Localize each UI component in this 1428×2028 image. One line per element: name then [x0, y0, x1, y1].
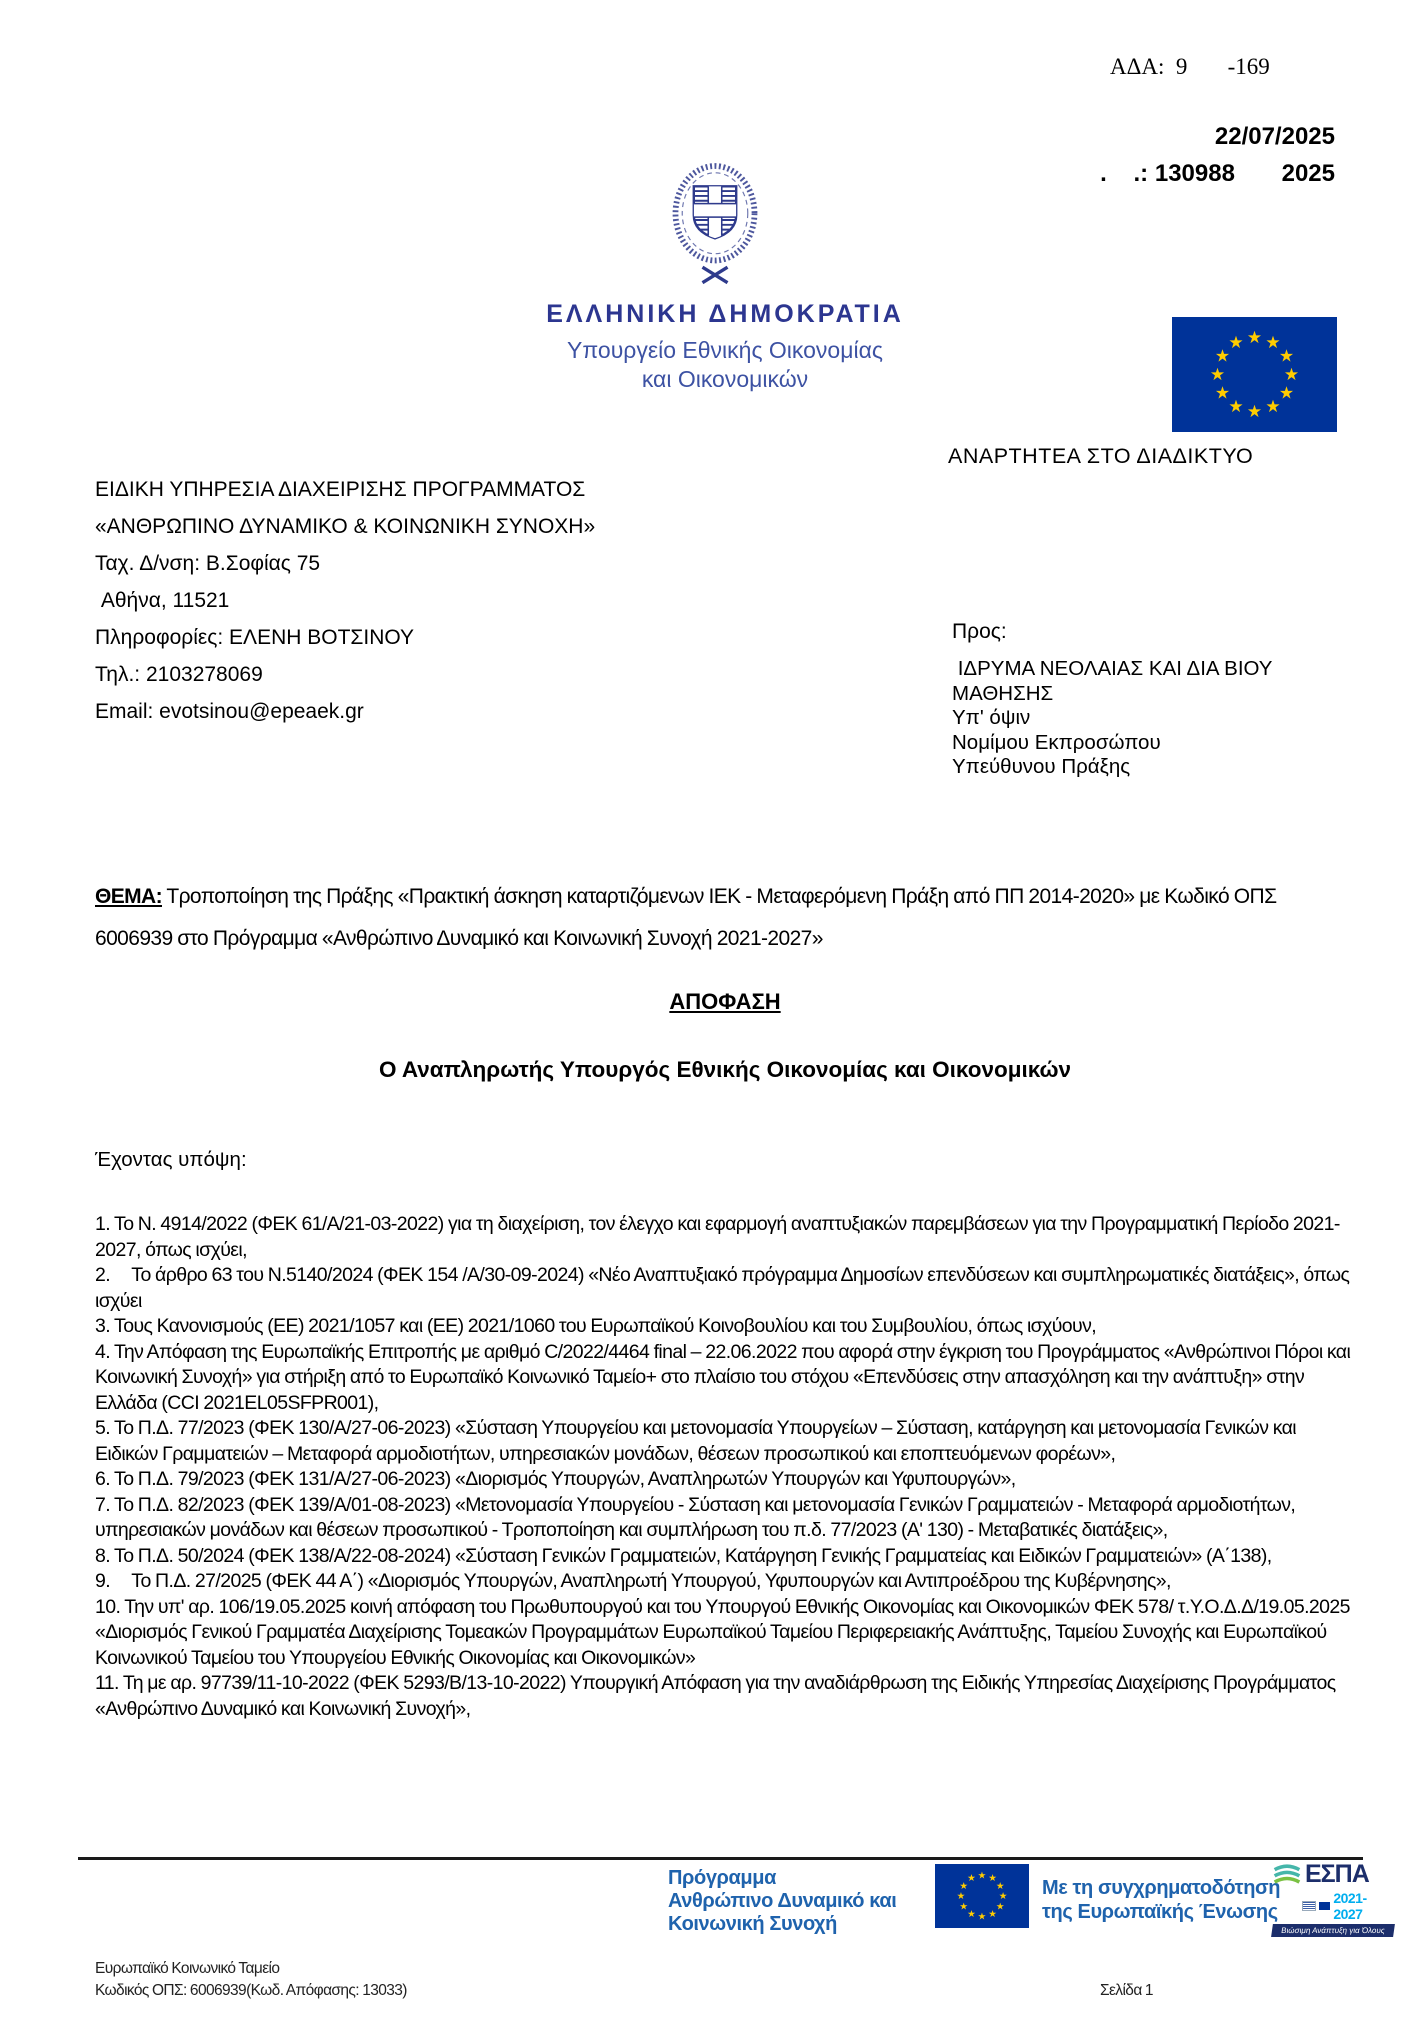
anartitea-label: ΑΝΑΡΤΗΤΕΑ ΣΤΟ ΔΙΑΔΙΚΤΥΟ [948, 444, 1254, 468]
legal-basis-list [95, 1212, 1357, 1722]
recipient-line: Υπ' όψιν [952, 706, 1031, 729]
espa-waves-icon [1272, 1863, 1302, 1887]
legal-item: 5. Το Π.Δ. 77/2023 (ΦΕΚ 130/Α/27-06-2023) «Σύσταση Υπουργείου και μετονομασία Υπουργείων – Σύσταση, κατάργηση και μετονομασία Γενικών και Ειδικών Γραμματειών – Μεταφορά αρμοδιοτήτων, υπηρεσιακών μονάδων, θέσεων προσωπικού και εποπτευόμενων φορέων», [95, 1417, 1301, 1465]
sender-line: Αθήνα, 11521 [95, 589, 230, 612]
preamble: Έχοντας υπόψη: [95, 1148, 247, 1171]
sender-line: ΕΙΔΙΚΗ ΥΠΗΡΕΣΙΑ ΔΙΑΧΕΙΡΙΣΗΣ ΠΡΟΓΡΑΜΜΑΤΟΣ [95, 478, 586, 501]
program-logo-line: Κοινωνική Συνοχή [668, 1913, 837, 1935]
recipient-line: Υπεύθυνου Πράξης [952, 755, 1131, 778]
republic-title: ΕΛΛΗΝΙΚΗ ΔΗΜΟΚΡΑΤΙΑ [546, 300, 904, 328]
recipient-line: Νομίμου Εκπροσώπου [952, 730, 1161, 754]
recipient-line: ΙΔΡΥΜΑ ΝΕΟΛΑΙΑΣ ΚΑΙ ΔΙΑ ΒΙΟΥ ΜΑΘΗΣΗΣ [952, 657, 1278, 705]
espa-logo [1272, 1860, 1394, 1937]
ministry-line2: και Οικονομικών [641, 366, 809, 392]
cofund-line: της Ευρωπαϊκής Ένωσης [1042, 1901, 1278, 1923]
legal-item: 4. Την Απόφαση της Ευρωπαϊκής Επιτροπής με αριθμό C/2022/4464 final – 22.06.2022 που αφορά στην έγκριση του Προγράμματος «Ανθρώπινοι Πόροι και Κοινωνική Συνοχή» για στήριξη από το Ευρωπαϊκό Κοινωνικό Ταμείο+ στο πλαίσιο του στόχου «Επενδύσεις στην απασχόληση και την ανάπτυξη» στην Ελλάδα (CCI 2021EL05SFPR001), [95, 1340, 1355, 1414]
espa-tagline: Βιώσιμη Ανάπτυξη για Όλους [1271, 1924, 1395, 1937]
legal-item: 3. Τους Κανονισμούς (ΕΕ) 2021/1057 και (ΕΕ) 2021/1060 του Ευρωπαϊκού Κοινοβουλίου και του Συμβουλίου, όπως ισχύουν, [95, 1315, 1097, 1337]
decision-title: ΑΠΟΦΑΣΗ [669, 989, 781, 1014]
espa-name: ΕΣΠΑ [1305, 1860, 1369, 1888]
eu-flag-mini-icon [1319, 1902, 1331, 1910]
espa-years: 2021-2027 [1333, 1890, 1367, 1922]
sender-line: Τηλ.: 2103278069 [95, 663, 263, 686]
sender-line: «ΑΝΘΡΩΠΙΝΟ ΔΥΝΑΜΙΚΟ & ΚΟΙΝΩΝΙΚΗ ΣΥΝΟΧΗ» [95, 515, 596, 538]
legal-item: 8. Το Π.Δ. 50/2024 (ΦΕΚ 138/Α/22-08-2024) «Σύσταση Γενικών Γραμματειών, Κατάργηση Γενικής Γραμματείας και Ειδικών Γραμματειών» (Α΄138), [95, 1544, 1272, 1567]
program-logo [668, 1867, 928, 1936]
sender-line: Πληροφορίες: ΕΛΕΝΗ ΒΟΤΣΙΝΟΥ [95, 626, 415, 649]
sender-line: Email: evotsinou@epeaek.gr [95, 700, 364, 723]
legal-item: 2. Το άρθρο 63 του Ν.5140/2024 (ΦΕΚ 154 /Α/30-09-2024) «Νέο Αναπτυξιακό πρόγραμμα Δημοσίων επενδύσεων και συμπληρωματικές διατάξεις», όπως ισχύει [95, 1264, 1354, 1312]
eu-flag-icon [1172, 317, 1337, 432]
ministry-name [95, 336, 1355, 394]
greek-flag-icon [1302, 1901, 1316, 1911]
legal-item: 6. Το Π.Δ. 79/2023 (ΦΕΚ 131/Α/27-06-2023) «Διορισμός Υπουργών, Αναπληρωτών Υπουργών και Υφυπουργών», [95, 1468, 1016, 1490]
eu-flag-icon [935, 1864, 1029, 1928]
document-date: 22/07/2025 [1214, 123, 1335, 150]
eu-cofunding-label [1042, 1876, 1282, 1924]
subject-text: Τροποποίηση της Πράξης «Πρακτική άσκηση καταρτιζόμενων ΙΕΚ - Μεταφερόμενη Πράξη από ΠΠ 2014-2020» με Κωδικό ΟΠΣ 6006939 στο Πρόγραμμα «Ανθρώπινο Δυναμικό και Κοινωνική Συνοχή 2021-2027» [95, 885, 1282, 950]
recipient-label: Προς: [952, 620, 1007, 643]
sender-block [95, 471, 655, 730]
page-number: Σελίδα 1 [1100, 1982, 1153, 1999]
footer-divider [78, 1857, 1363, 1860]
sender-line: Ταχ. Δ/νση: Β.Σοφίας 75 [95, 552, 321, 575]
subject [95, 876, 1357, 960]
ministry-line1: Υπουργείο Εθνικής Οικονομίας [567, 337, 883, 363]
ops-code: Κωδικός ΟΠΣ: 6006939(Κωδ. Απόφασης: 13033) [95, 1982, 407, 1999]
protocol-number: . .: 130988 2025 [1100, 160, 1335, 187]
fund-name: Ευρωπαϊκό Κοινωνικό Ταμείο [95, 1960, 280, 1977]
legal-item: 11. Τη με αρ. 97739/11-10-2022 (ΦΕΚ 5293/Β/13-10-2022) Υπουργική Απόφαση για την αναδιάρθρωση της Ειδικής Υπηρεσίας Διαχείρισης Προγράμματος «Ανθρώπινο Δυναμικό και Κοινωνική Συνοχή», [95, 1672, 1340, 1720]
program-logo-line: Ανθρώπινο Δυναμικό και [668, 1890, 897, 1912]
legal-item: 1. Το Ν. 4914/2022 (ΦΕΚ 61/Α/21-03-2022) για τη διαχείριση, τον έλεγχο και εφαρμογή αναπτυξιακών παρεμβάσεων για την Προγραμματική Περίοδο 2021-2027, όπως ισχύει, [95, 1213, 1340, 1261]
legal-item: 10. Την υπ' αρ. 106/19.05.2025 κοινή απόφαση του Πρωθυπουργού και του Υπουργού Εθνικής Οικονομίας και Οικονομικών ΦΕΚ 578/ τ.Υ.Ο.Δ.Δ/19.05.2025 «Διορισμός Γενικού Γραμματέα Διαχείρισης Τομεακών Προγραμμάτων Ευρωπαϊκού Ταμείου Περιφερειακής Ανάπτυξης, Ταμείου Συνοχής και Ευρωπαϊκού Κοινωνικού Ταμείου του Υπουργείου Εθνικής Οικονομίας και Οικονομικών» [95, 1595, 1355, 1669]
decision-subtitle: Ο Αναπληρωτής Υπουργός Εθνικής Οικονομίας και Οικονομικών [378, 1057, 1072, 1082]
program-logo-line: Πρόγραμμα [668, 1867, 776, 1889]
legal-item: 9. Το Π.Δ. 27/2025 (ΦΕΚ 44 Α΄) «Διορισμός Υπουργών, Αναπληρωτή Υπουργού, Υφυπουργών και Αντιπροέδρου της Κυβέρνησης», [95, 1570, 1171, 1592]
legal-item: 7. Το Π.Δ. 82/2023 (ΦΕΚ 139/Α/01-08-2023) «Μετονομασία Υπουργείου - Σύσταση και μετονομασία Γενικών Γραμματειών - Μεταφορά αρμοδιοτήτων, υπηρεσιακών μονάδων και θέσεων προσωπικού - Τροποποίηση και συμπλήρωση του π.δ. 77/2023 (Α' 130) - Μεταβατικές διατάξεις», [95, 1493, 1300, 1541]
subject-label: ΘΕΜΑ: [95, 885, 162, 908]
hellenic-republic-emblem-icon [662, 150, 768, 290]
recipient-block [952, 657, 1300, 780]
cofund-line: Με τη συγχρηματοδότηση [1042, 1877, 1281, 1899]
ada-code: ΑΔΑ: 9 -169 [1110, 54, 1270, 79]
